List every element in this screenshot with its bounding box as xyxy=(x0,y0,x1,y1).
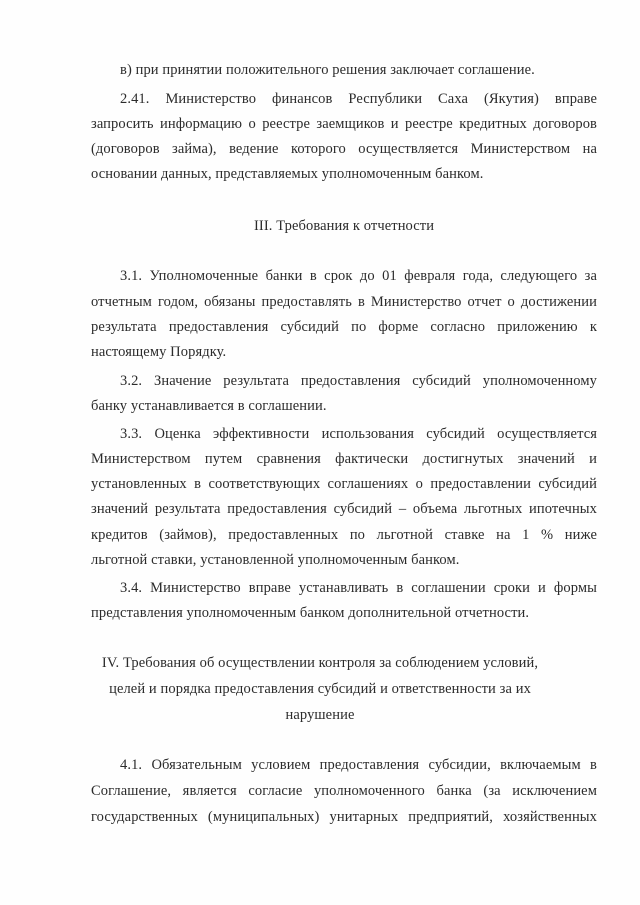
paragraph-3-1-line: 3.1. Уполномоченные банки в срок до 01 февраля года, следующего за xyxy=(120,268,597,284)
paragraph-4-1-line: государственных (муниципальных) унитарных предприятий, хозяйственных xyxy=(91,809,597,825)
paragraph-3-3-line: Министерством путем сравнения фактически достигнутых значений и xyxy=(91,451,597,467)
paragraph-2-41-line: (договоров займа), ведение которого осуществляется Министерством на xyxy=(91,141,597,157)
paragraph-3-3-line: 3.3. Оценка эффективности использования субсидий осуществляется xyxy=(120,426,597,442)
section-heading-4: целей и порядка предоставления субсидий и ответственности за их xyxy=(109,681,531,697)
paragraph-3-2-line: 3.2. Значение результата предоставления субсидий уполномоченному xyxy=(120,373,597,389)
section-heading-3: III. Требования к отчетности xyxy=(254,218,435,234)
paragraph-3-2-line: банку устанавливается в соглашении. xyxy=(91,398,327,414)
paragraph-4-1-line: 4.1. Обязательным условием предоставления субсидии, включаемым в xyxy=(120,757,597,773)
paragraph-3-1-line: отчетным годом, обязаны предоставлять в Министерство отчет о достижении xyxy=(91,294,597,310)
paragraph-4-1-line: Соглашение, является согласие уполномоченного банка (за исключением xyxy=(91,783,597,799)
paragraph-2-41-line: 2.41. Министерство финансов Республики Саха (Якутия) вправе xyxy=(120,91,597,107)
paragraph-3-3-line: установленных в соответствующих соглашениях о предоставлении субсидий xyxy=(91,476,597,492)
section-heading-4: нарушение xyxy=(285,707,355,723)
paragraph-3-1-line: настоящему Порядку. xyxy=(91,344,227,360)
paragraph-3-4-line: 3.4. Министерство вправе устанавливать в соглашении сроки и формы xyxy=(120,580,597,596)
paragraph-3-3-line: значений результата предоставления субсидий – объема льготных ипотечных xyxy=(91,501,597,517)
paragraph-2-41-line: основании данных, представляемых уполномоченным банком. xyxy=(91,166,484,182)
section-heading-4: IV. Требования об осуществлении контроля за соблюдением условий, xyxy=(101,655,539,671)
paragraph-3-4-line: представления уполномоченным банком дополнительной отчетности. xyxy=(91,605,530,621)
paragraph-2-41-line: запросить информацию о реестре заемщиков и реестре кредитных договоров xyxy=(91,116,597,132)
paragraph-3-3-line: кредитов (займов), предоставленных по льготной ставке на 1 % ниже xyxy=(91,527,597,543)
paragraph-3-3-line: льготной ставки, установленной уполномоченным банком. xyxy=(91,552,460,568)
text-line: в) при принятии положительного решения заключает соглашение. xyxy=(120,62,535,78)
paragraph-3-1-line: результата предоставления субсидий по форме согласно приложению к xyxy=(91,319,597,335)
